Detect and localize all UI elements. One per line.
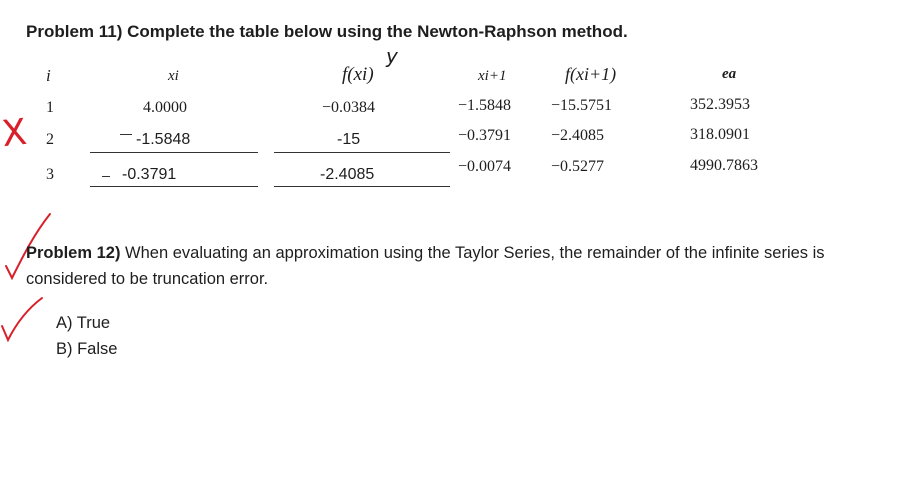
- problem-12-question: When evaluating an approximation using the Taylor Series, the remainder of the infinite series is considered to be truncation error.: [26, 244, 825, 288]
- row-3-ea: 4990.7863: [690, 157, 758, 174]
- dash-mark: [102, 176, 110, 177]
- row-2-i: 2: [46, 131, 54, 148]
- header-fxi1: f(xi+1): [565, 64, 617, 84]
- row-3-fxi: -2.4085: [320, 166, 375, 183]
- row-2-fxi-underline: [274, 152, 450, 153]
- row-2-xi1: −0.3791: [458, 127, 512, 144]
- row-2-xi: -1.5848: [136, 131, 191, 148]
- row-2-ea: 318.0901: [690, 126, 750, 143]
- row-1-xi1: −1.5848: [458, 97, 512, 114]
- red-x-mark: X: [0, 111, 29, 156]
- option-a: A) True: [56, 314, 111, 332]
- row-2-xi-underline: [90, 152, 258, 153]
- row-3-xi: -0.3791: [122, 166, 177, 183]
- row-1-ea: 352.3953: [690, 96, 750, 113]
- row-3-fxi1: −0.5277: [551, 158, 605, 175]
- row-2-fxi1: −2.4085: [551, 127, 605, 144]
- header-ea: ea: [722, 66, 737, 82]
- problem-12-text: [26, 240, 886, 292]
- row-3-i: 3: [46, 166, 54, 183]
- problem-11-label: Problem 11): [26, 22, 123, 41]
- row-2-fxi: -15: [337, 131, 361, 148]
- header-xi1: xi+1: [478, 68, 507, 84]
- row-1-fxi: −0.0384: [322, 99, 376, 116]
- red-check-mark-bottom: [0, 296, 48, 348]
- row-3-fxi-underline: [274, 186, 450, 187]
- header-xi: xi: [168, 68, 179, 84]
- header-fxi: f(xi): [342, 64, 374, 85]
- problem-11-title: [26, 22, 628, 42]
- row-1-i: 1: [46, 99, 54, 116]
- problem-12-label: Problem 12): [26, 244, 121, 262]
- row-1-fxi1: −15.5751: [551, 97, 613, 114]
- dash-mark: [120, 134, 132, 135]
- row-3-xi1: −0.0074: [458, 158, 512, 175]
- header-i: i: [46, 66, 51, 85]
- row-3-xi-underline: [90, 186, 258, 187]
- problem-11-text: Complete the table below using the Newton-Raphson method.: [127, 22, 628, 41]
- handwritten-y-mark: y: [386, 44, 398, 68]
- option-b: B) False: [56, 340, 118, 358]
- row-1-xi: 4.0000: [143, 99, 187, 116]
